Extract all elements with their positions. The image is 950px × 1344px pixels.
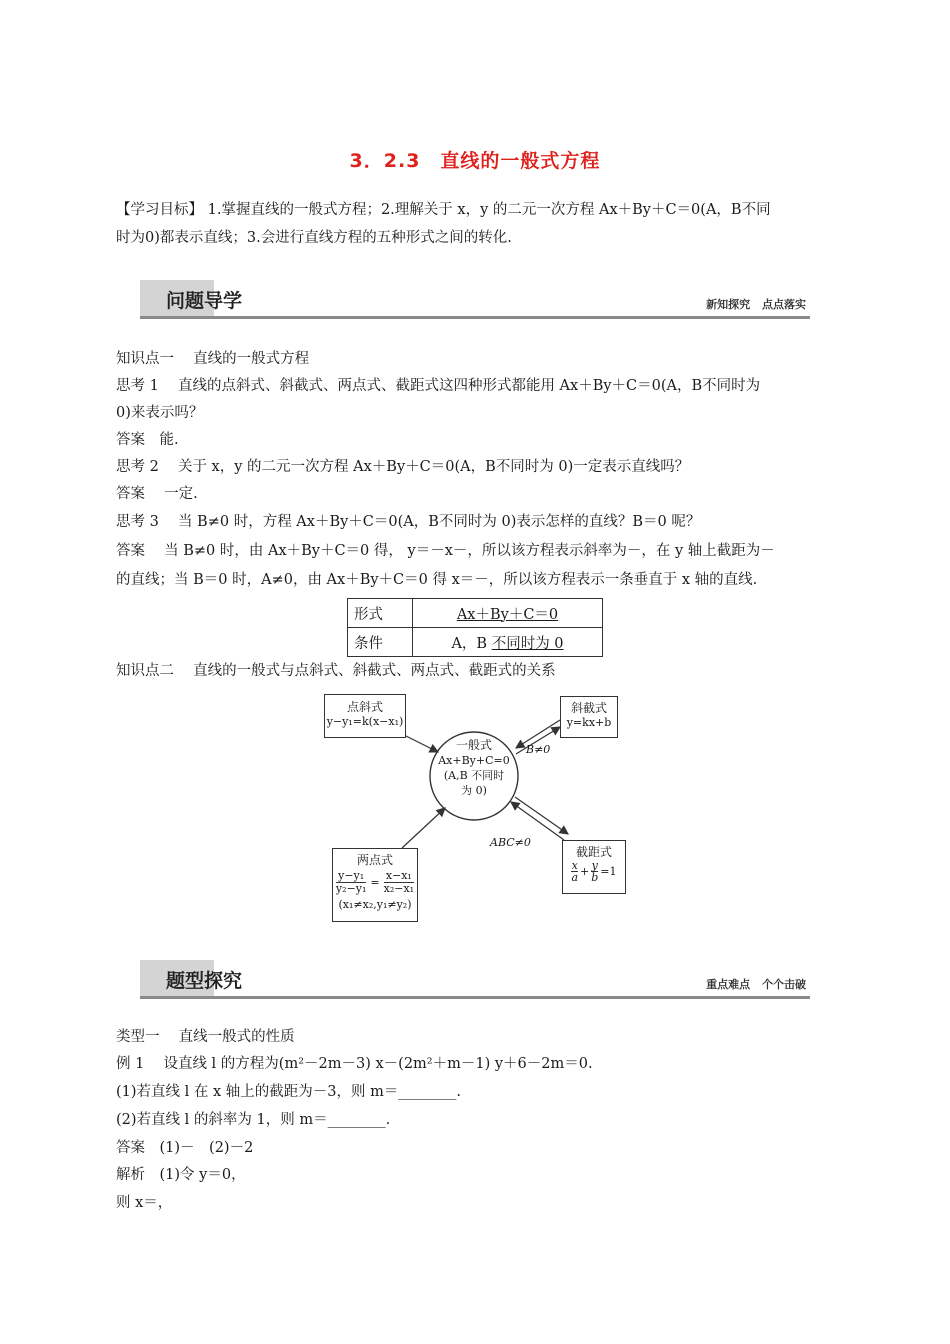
two-point-frac-left — [336, 870, 366, 895]
objectives-line-2: 时为0)都表示直线；3.会进行直线方程的五种形式之间的转化. — [116, 230, 512, 246]
section-label: 题型探究 — [166, 970, 243, 992]
table-row — [348, 599, 603, 628]
intercept-equation — [563, 860, 625, 883]
frac-num: y−y₁ — [336, 870, 366, 883]
section-header-question-types — [140, 960, 810, 998]
answer-3-line-2: 的直线；当 B＝0 时，A≠0，由 Ax＋By＋C＝0 得 x＝－，所以该方程表示一条垂直于 x 轴的直线. — [116, 572, 758, 588]
general-form-table — [347, 598, 603, 657]
slope-intercept-title: 斜截式 — [570, 701, 607, 715]
solution-line-2: 则 x＝， — [116, 1195, 173, 1211]
label-b-not-zero: B≠0 — [526, 743, 551, 756]
point-slope-title: 点斜式 — [346, 700, 383, 714]
frac-den: y₂−y₁ — [335, 882, 367, 895]
general-form-content — [430, 738, 518, 798]
solution-line-1: 解析 (1)令 y＝0， — [116, 1167, 246, 1183]
condition-vars: A，B — [451, 635, 492, 652]
intercept-title: 截距式 — [575, 845, 612, 859]
frac-den: b — [591, 871, 599, 884]
two-point-frac-right — [384, 870, 414, 895]
intercept-frac-y — [591, 860, 598, 883]
think-1-line-1: 思考 1 直线的点斜式、斜截式、两点式、截距式这四种形式都能用 Ax＋By＋C＝0(A，B不同时为 — [116, 378, 761, 394]
table-cell-value — [413, 599, 603, 628]
example-1-answer: 答案 (1)－ (2)－2 — [116, 1140, 254, 1156]
point-slope-equation: y−y₁=k(x−x₁) — [326, 715, 404, 728]
general-form-cond-2: 为 0) — [461, 784, 487, 797]
knowledge-point-1-heading: 知识点一 直线的一般式方程 — [116, 351, 310, 367]
general-form-equation: Ax＋By＋C＝0 — [456, 606, 559, 623]
answer-2: 答案 一定. — [116, 486, 198, 502]
two-point-box — [332, 848, 418, 922]
section-label: 问题导学 — [166, 290, 243, 312]
answer-1: 答案 能. — [116, 432, 179, 448]
intercept-frac-x — [571, 860, 578, 883]
general-form-title: 一般式 — [455, 738, 492, 752]
general-form-cond-1: (A,B 不同时 — [443, 769, 505, 782]
example-1-part-1: (1)若直线 l 在 x 轴上的截距为－3，则 m＝________. — [116, 1084, 461, 1100]
section-rule — [140, 316, 810, 319]
condition-text: 不同时为 0 — [491, 635, 564, 652]
point-slope-box — [324, 694, 406, 738]
slope-intercept-box — [560, 696, 618, 738]
section-header-problem-guide — [140, 280, 810, 318]
section-subtitle: 重点难点 个个击破 — [706, 978, 806, 991]
table-row — [348, 628, 603, 657]
equals-sign: = — [370, 876, 380, 889]
example-1-part-2: (2)若直线 l 的斜率为 1，则 m＝________. — [116, 1112, 391, 1128]
think-3: 思考 3 当 B≠0 时，方程 Ax＋By＋C＝0(A，B不同时为 0)表示怎样的直线？B＝0 呢？ — [116, 514, 701, 530]
frac-den: x₂−x₁ — [383, 882, 415, 895]
table-cell-value — [413, 628, 603, 657]
think-1-line-2: 0)来表示吗？ — [116, 405, 204, 421]
slope-intercept-equation: y=kx+b — [566, 716, 612, 729]
knowledge-point-2-heading: 知识点二 直线的一般式与点斜式、斜截式、两点式、截距式的关系 — [116, 663, 556, 679]
arrow-two-point — [402, 808, 445, 848]
intercept-rhs: =1 — [600, 865, 617, 878]
section-subtitle: 新知探究 点点落实 — [706, 298, 806, 311]
think-2: 思考 2 关于 x，y 的二元一次方程 Ax＋By＋C＝0(A，B不同时为 0)一定表示直线吗？ — [116, 459, 690, 475]
table-cell-label: 条件 — [348, 628, 413, 657]
frac-den: a — [571, 871, 579, 884]
two-point-title: 两点式 — [356, 853, 393, 867]
answer-3-line-1: 答案 当 B≠0 时，由 Ax＋By＋C＝0 得， y＝－x－，所以该方程表示斜率为－，在 y 轴上截距为－ — [116, 543, 775, 559]
intercept-box — [562, 840, 626, 894]
general-form-eq: Ax+By+C=0 — [438, 754, 510, 767]
plus-sign: + — [580, 865, 590, 878]
relation-diagram — [320, 690, 640, 925]
arrow-intercept-to-general — [511, 802, 564, 840]
frac-num: x−x₁ — [384, 870, 414, 883]
section-rule — [140, 996, 810, 999]
table-cell-label: 形式 — [348, 599, 413, 628]
example-1: 例 1 设直线 l 的方程为(m²－2m－3) x－(2m²＋m－1) y＋6－2m＝0. — [116, 1056, 593, 1072]
arrow-general-to-intercept — [515, 797, 568, 834]
type-1-heading: 类型一 直线一般式的性质 — [116, 1029, 295, 1045]
two-point-condition: (x₁≠x₂,y₁≠y₂) — [338, 898, 412, 911]
frac-num: y — [591, 859, 598, 872]
objectives-line-1: 【学习目标】 1.掌握直线的一般式方程；2.理解关于 x，y 的二元一次方程 Ax＋By＋C＝0(A，B不同 — [116, 202, 771, 218]
page-title: 3．2.3 直线的一般式方程 — [349, 150, 601, 172]
label-abc-not-zero: ABC≠0 — [490, 836, 531, 849]
two-point-equation — [333, 870, 417, 895]
frac-num: x — [571, 859, 578, 872]
